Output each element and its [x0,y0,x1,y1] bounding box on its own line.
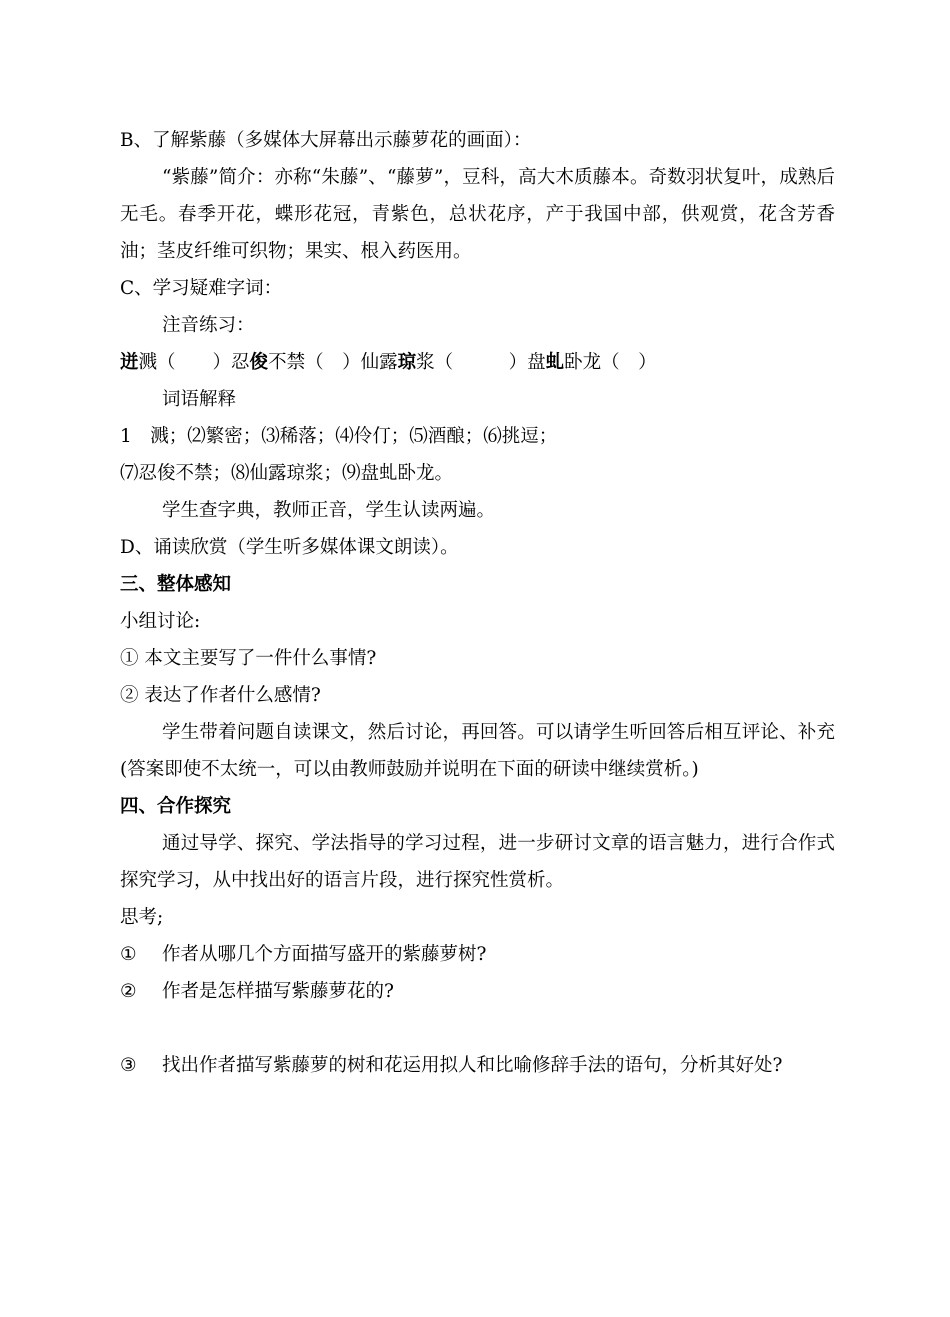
pinyin-item-3: 仙露琼浆（ ） [360,352,528,373]
section-b-intro: “紫藤”简介：亦称“朱藤”、“藤萝”，豆科，高大木质藤本。奇数羽状复叶，成熟后无毛。春季开花，蝶形花冠，青紫色，总状花序，产于我国中部，供观赏，花含芳香油；茎皮纤维可织物；果实、根入药医用。 [120,167,835,262]
section-b-title: B、了解紫藤（多媒体大屏幕出示藤萝花的画面）： [120,130,532,151]
part4-heading: 四、合作探究 [120,796,232,817]
part3-question-1: ① 本文主要写了一件什么事情? [120,648,377,669]
pinyin-item-2: 忍俊不禁（ ） [231,352,361,373]
pinyin-exercise-row [120,344,835,381]
document-page [120,122,835,1084]
section-d-title: D、诵读欣赏（学生听多媒体课文朗读）。 [120,537,459,558]
part3-label: 小组讨论: [120,611,201,632]
blank-line [120,1010,835,1047]
part3-paragraph: 学生带着问题自读课文，然后讨论，再回答。可以请学生听回答后相互评论、补充(答案即使不太统一，可以由教师鼓励并说明在下面的研读中继续赏析。) [120,722,835,780]
part3-heading: 三、整体感知 [120,574,232,595]
vocab-line-1: 1 溅；⑵繁密；⑶稀落；⑷伶仃；⑸酒酿；⑹挑逗； [120,426,558,447]
vocab-label: 词语解释 [162,389,237,410]
think-item-2: ② 作者是怎样描写紫藤萝花的? [120,981,394,1002]
vocab-line-2: ⑺忍俊不禁；⑻仙露琼浆；⑼盘虬卧龙。 [120,463,454,484]
section-c-title: C、学习疑难字词： [120,278,283,299]
pinyin-item-1: 迸溅（ ） [120,352,232,373]
pinyin-item-4: 盘虬卧龙（ ） [527,352,657,373]
pinyin-label: 注音练习： [162,315,255,336]
part3-question-2: ② 表达了作者什么感情? [120,685,321,706]
think-item-3: ③ 找出作者描写紫藤萝的树和花运用拟人和比喻修辞手法的语句，分析其好处? [120,1055,783,1076]
practice-note: 学生查字典，教师正音，学生认读两遍。 [162,500,496,521]
part4-paragraph: 通过导学、探究、学法指导的学习过程，进一步研讨文章的语言魅力，进行合作式探究学习，从中找出好的语言片段，进行探究性赏析。 [120,833,835,891]
think-label: 思考; [120,907,164,928]
think-item-1: ① 作者从哪几个方面描写盛开的紫藤萝树? [120,944,487,965]
